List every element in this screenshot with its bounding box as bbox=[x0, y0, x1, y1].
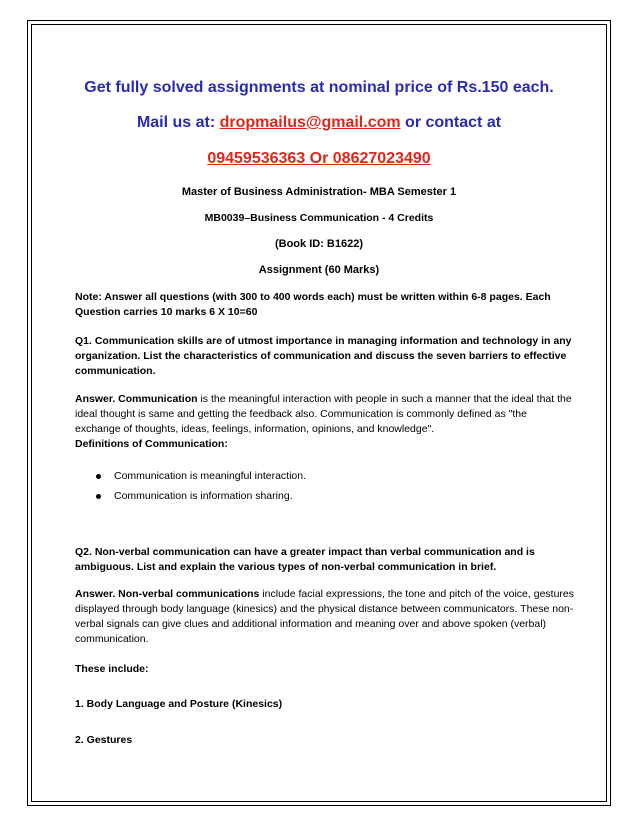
q2-answer bbox=[75, 587, 575, 647]
list-item: Communication is meaningful interaction. bbox=[90, 466, 306, 486]
definitions-list bbox=[90, 466, 306, 506]
type-heading-gestures: 2. Gestures bbox=[75, 734, 133, 746]
promo-contact-line bbox=[0, 114, 638, 132]
mail-suffix: or contact at bbox=[400, 114, 502, 131]
promo-headline: Get fully solved assignments at nominal price of Rs.150 each. bbox=[84, 79, 554, 96]
type-heading-body-language: 1. Body Language and Posture (Kinesics) bbox=[75, 698, 283, 710]
assignment-title: Assignment (60 Marks) bbox=[258, 264, 380, 276]
q1-answer bbox=[75, 392, 575, 452]
q1-answer-text: is the meaningful interaction with people in such a manner that the ideal that the ideal thought is same and getting the feedback also. Communication is commonly defined as "the exchange of thoughts, ideas, feelings, information, opinions, and knowledge". bbox=[75, 393, 572, 435]
q2-answer-label: Answer. Non-verbal communications bbox=[75, 588, 260, 600]
q2-answer-text: include facial expressions, the tone and pitch of the voice, gestures displayed through body language (kinesics) and the physical distance between communicators. These non-verbal signals can give clues and additional information and meaning over and above spoken (verbal) communication. bbox=[75, 588, 574, 645]
list-item: Communication is information sharing. bbox=[90, 486, 306, 506]
program-title: Master of Business Administration- MBA Semester 1 bbox=[181, 186, 457, 198]
these-include-heading: These include: bbox=[75, 663, 149, 675]
phone-link[interactable]: 09459536363 Or 08627023490 bbox=[207, 150, 431, 167]
q1-answer-label: Answer. Communication bbox=[75, 393, 198, 405]
mail-prefix: Mail us at: bbox=[136, 114, 220, 131]
email-link[interactable]: dropmailus@gmail.com bbox=[219, 114, 401, 131]
q1-question: Q1. Communication skills are of utmost importance in managing information and technology in any organization. List the characteristics of communication and discuss the seven barriers to effective communication. bbox=[75, 335, 572, 377]
course-title: MB0039–Business Communication - 4 Credits bbox=[204, 212, 434, 224]
phone-numbers bbox=[0, 150, 638, 168]
note-paragraph: Note: Answer all questions (with 300 to 400 words each) must be written within 6-8 pages. Each Question carries 10 marks 6 X 10=60 bbox=[75, 291, 551, 318]
book-id: (Book ID: B1622) bbox=[274, 238, 364, 250]
q2-question: Q2. Non-verbal communication can have a greater impact than verbal communication and is ambiguous. List and explain the various types of non-verbal communication in brief. bbox=[75, 546, 535, 573]
definitions-heading: Definitions of Communication: bbox=[75, 438, 228, 450]
